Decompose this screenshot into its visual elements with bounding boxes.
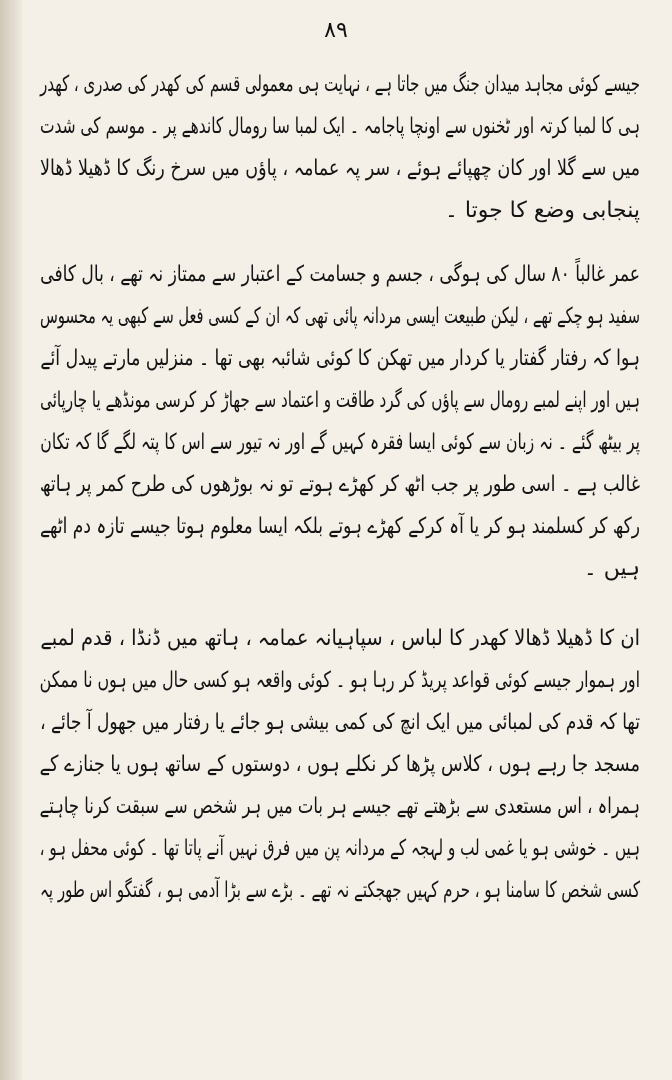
- text-line: ہیں ۔: [583, 556, 640, 581]
- text-line: سفید ہو چکے تھے ، لیکن طبیعت ایسی مردانہ پائی تھی کہ ان کے کسی فعل سے کبھی یہ محسوس: [40, 304, 640, 329]
- text-line: پر بیٹھ گئے ۔ نہ زبان سے کوئی ایسا فقرہ کہیں گے اور نہ تیور سے اس کا پتہ لگے گا کہ تکان: [40, 430, 640, 455]
- text-line: ہیں ۔ خوشی ہو یا غمی لب و لہجہ کے مردانہ پن میں فرق نہیں آنے پاتا تھا ۔ کوئی محفل ہو ،: [39, 836, 640, 861]
- text-line: عمر غالباً ۸۰ سال کی ہوگی ، جسم و جسامت کے اعتبار سے ممتاز نہ تھے ، بال کافی: [40, 262, 640, 287]
- text-line: رکھ کر کسلمند ہو کر یا آہ کرکے کھڑے ہوتے بلکہ ایسا معلوم ہوتا جیسے تازہ دم اٹھے: [40, 514, 641, 539]
- text-line: مسجد جا رہے ہوں ، کلاس پڑھا کر نکلے ہوں ، دوستوں کے ساتھ ہوں یا جنازے کے: [39, 752, 641, 777]
- text-line: میں سے گلا اور کان چھپائے ہوئے ، سر پہ عمامہ ، پاؤں میں سرخ رنگ کا ڈھیلا ڈھالا: [39, 156, 641, 181]
- text-line: اور ہموار جیسے کوئی قواعد پریڈ کر رہا ہو ۔ کوئی واقعہ ہو کسی حال میں ہوں نا ممکن: [39, 668, 641, 693]
- text-line: ہمراہ ، اس مستعدی سے بڑھتے تھے جیسے ہر بات میں ہر شخص سے سبقت کرنا چاہتے: [39, 794, 641, 819]
- page-binding-shadow: [0, 0, 22, 1080]
- paragraph-3: [40, 626, 640, 920]
- text-line: تھا کہ قدم کی لمبائی میں ایک انچ کی کمی بیشی ہو جائے یا رفتار میں جھول آ جائے ،: [40, 710, 640, 735]
- page-number: ۸۹: [324, 18, 348, 43]
- paragraph-2: [40, 262, 640, 598]
- text-line: پنجابی وضع کا جوتا ۔: [445, 198, 640, 223]
- text-line: ان کا ڈھیلا ڈھالا کھدر کا لباس ، سپاہیانہ عمامہ ، ہاتھ میں ڈنڈا ، قدم لمبے: [40, 626, 640, 651]
- paragraph-1: [40, 72, 640, 240]
- text-line: غالب ہے ۔ اسی طور پر جب اٹھ کر کھڑے ہوتے تو نہ بوڑھوں کی طرح کمر پر ہاتھ: [39, 472, 641, 497]
- text-line: ہی کا لمبا کرتہ اور ٹخنوں سے اونچا پاجامہ ۔ ایک لمبا سا رومال کاندھے پر ۔ موسم کی شدت: [39, 114, 641, 139]
- text-line: ہیں اور اپنے لمبے رومال سے پاؤں کی گرد طاقت و اعتماد سے جھاڑ کر کرسی مونڈھے یا چارپائی: [40, 388, 641, 413]
- text-line: جیسے کوئی مجاہد میدان جنگ میں جاتا ہے ، نہایت ہی معمولی قسم کی کھدر کی صدری ، کھدر: [40, 72, 640, 97]
- text-line: کسی شخص کا سامنا ہو ، حرم کہیں جھجکتے نہ تھے ۔ بڑے سے بڑا آدمی ہو ، گفتگو اس طور پہ: [40, 878, 640, 903]
- text-line: ہوا کہ رفتار گفتار یا کردار میں تھکن کا کوئی شائبہ بھی تھا ۔ منزلیں مارتے پیدل آئے: [40, 346, 640, 371]
